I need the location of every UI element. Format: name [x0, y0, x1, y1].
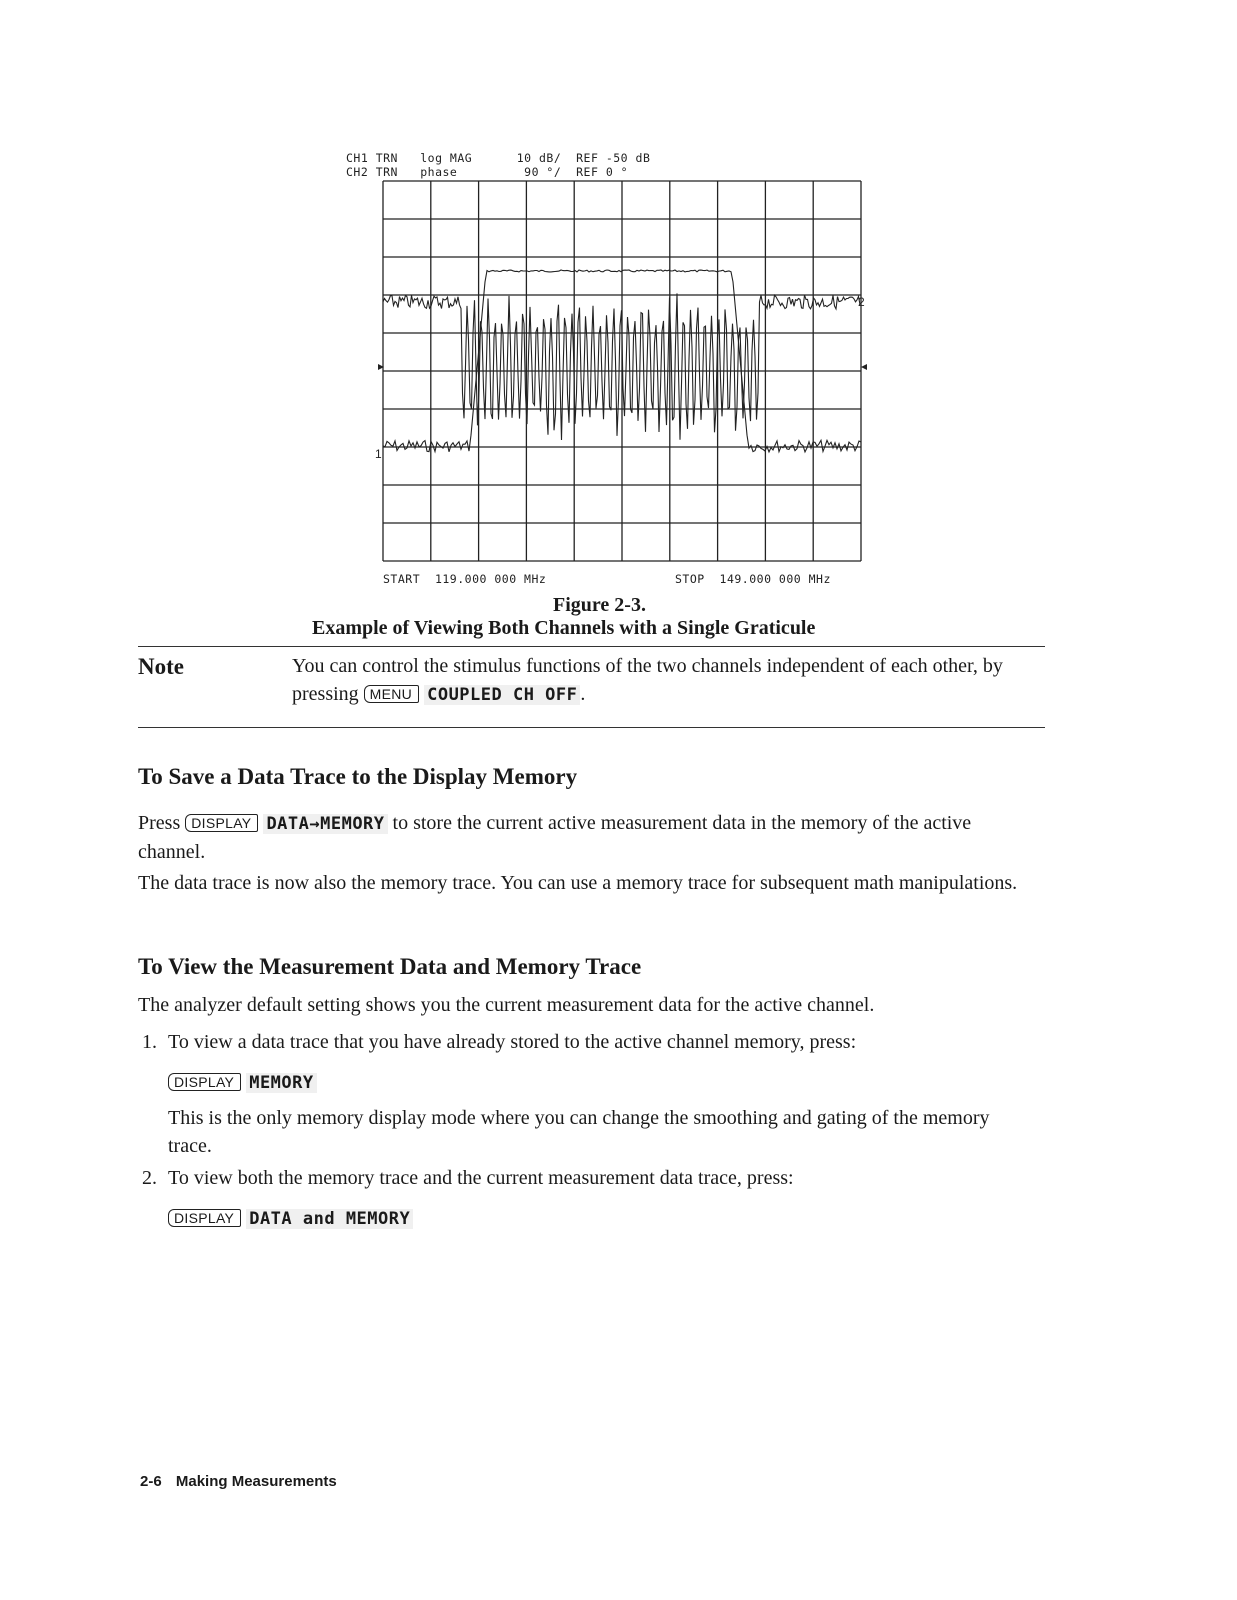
note-text: [292, 652, 1052, 709]
step-1-number: 1.: [142, 1031, 157, 1053]
step-1-note: This is the only memory display mode where you can change the smoothing and gating of the memory trace.: [168, 1107, 990, 1157]
note-top-rule: [138, 646, 1045, 647]
note-text-before: You can control the stimulus functions of the two channels independent of each other, by pressing: [292, 655, 1003, 705]
display-key[interactable]: DISPLAY: [185, 814, 258, 832]
stop-frequency: STOP 149.000 000 MHz: [675, 572, 831, 586]
display-key[interactable]: DISPLAY: [168, 1209, 241, 1227]
start-frequency: START 119.000 000 MHz: [383, 572, 547, 586]
graticule-grid: [383, 181, 861, 561]
save-text-after: to store the current active measurement data in the memory of the active channel.: [138, 812, 972, 863]
page-number: 2-6: [140, 1473, 162, 1490]
note-bottom-rule: [138, 727, 1045, 728]
footer-section-title: Making Measurements: [175, 1473, 337, 1490]
view-intro: The analyzer default setting shows you the current measurement data for the active channel.: [138, 994, 875, 1016]
memory-softkey[interactable]: MEMORY: [246, 1073, 316, 1093]
display-key[interactable]: DISPLAY: [168, 1073, 241, 1091]
menu-key[interactable]: MENU: [364, 685, 419, 703]
marker-label-2: 2: [858, 295, 865, 309]
analyzer-graticule: [370, 176, 880, 562]
view-section-heading: To View the Measurement Data and Memory Trace: [138, 954, 642, 979]
note-text-after: .: [580, 683, 586, 705]
save-section-heading: To Save a Data Trace to the Display Memory: [138, 764, 578, 789]
step-2-keys: [168, 1204, 413, 1233]
figure-caption-title: Example of Viewing Both Channels with a Single Graticule: [312, 617, 816, 639]
save-paragraph-2: The data trace is now also the memory trace. You can use a memory trace for subsequent math manipulations.: [138, 872, 1018, 894]
save-press-word: Press: [138, 812, 181, 834]
save-paragraph-1: [138, 809, 1043, 866]
coupled-ch-off-softkey[interactable]: COUPLED CH OFF: [424, 685, 580, 705]
page-footer: [140, 1473, 337, 1490]
marker-label-1: 1: [375, 447, 382, 461]
step-1-keys: [168, 1068, 317, 1097]
step-1-text: To view a data trace that you have already stored to the active channel memory, press:: [168, 1031, 857, 1053]
data-to-memory-softkey[interactable]: DATA→MEMORY: [263, 814, 387, 834]
figure-caption-number: Figure 2-3.: [553, 594, 646, 616]
note-label: Note: [138, 654, 184, 679]
data-and-memory-softkey[interactable]: DATA and MEMORY: [246, 1209, 413, 1229]
reference-arrow-right: [861, 364, 867, 370]
step-2-text: To view both the memory trace and the current measurement data trace, press:: [168, 1167, 794, 1189]
figure-header-ch2: CH2 TRN phase 90 °/ REF 0 °: [346, 165, 629, 179]
step-2-number: 2.: [142, 1167, 157, 1189]
figure-header-ch1: CH1 TRN log MAG 10 dB/ REF -50 dB: [346, 151, 651, 165]
